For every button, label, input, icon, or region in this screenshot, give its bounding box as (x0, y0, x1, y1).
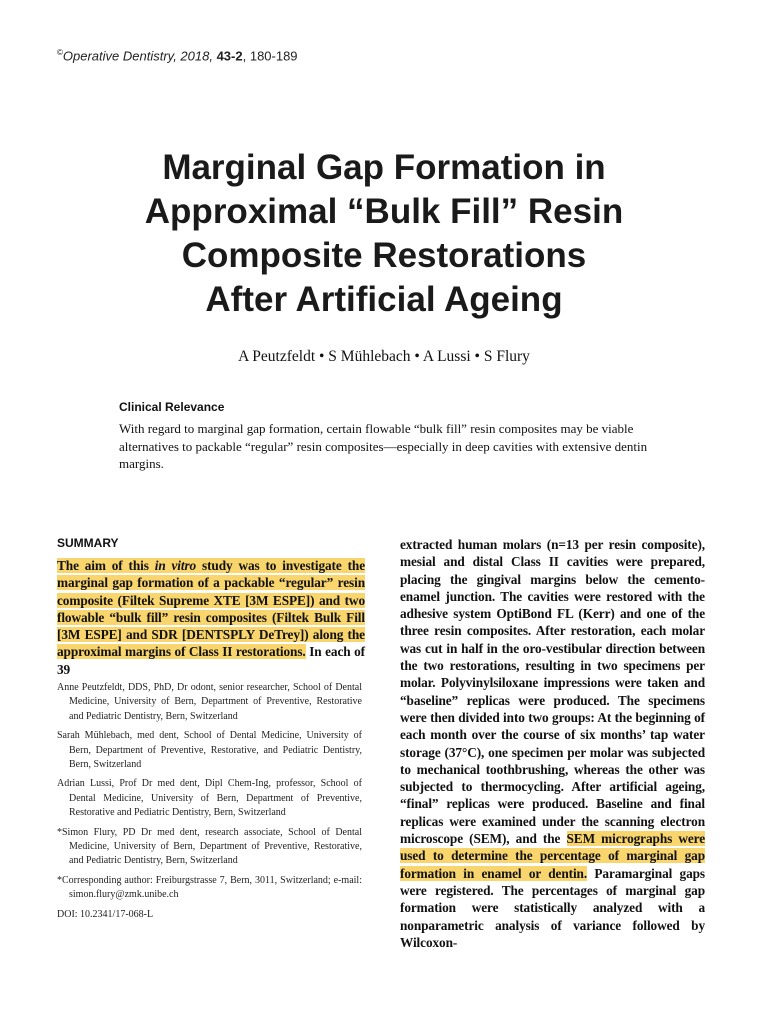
summary-text: extracted human molars (n=13 per resin composite), mesial and distal Class II cavities were prepared, placing the gingival margins below the cemento-enamel junction. The cavities were restored with the adhesive system OptiBond FL (Kerr) and one of the three resin composites. After restoration, each molar was cut in half in the oro-vestibular direction between the two restorations, resulting in two specimens per molar. Polyvinylsiloxane impressions were taken and “baseline” replicas were produced. The specimens were then divided into two groups: At the beginning of each month over the course of six months’ tap water storage (37°C), one specimen per molar was subjected to mechanical toothbrushing, whereas the other was subjected to thermocycling. After artificial ageing, “final” replicas were produced. Baseline and final replicas were examined under the scanning electron microscope (SEM), and the (400, 537, 705, 847)
title-line: Composite Restorations (181, 236, 587, 275)
summary-left-column (57, 557, 365, 678)
summary-heading: SUMMARY (57, 536, 119, 550)
summary-right-column (400, 536, 705, 951)
highlighted-text: SEM micrographs were used to determine the percentage of marginal gap formation in enamel or dentin. (400, 831, 705, 881)
title-line: Marginal Gap Formation in (162, 148, 606, 187)
author-affiliations (57, 681, 362, 922)
author-list: A Peutzfeldt • S Mühlebach • A Lussi • S Flury (238, 348, 530, 365)
affiliation: Adrian Lussi, Prof Dr med dent, Dipl Chem-Ing, professor, School of Dental Medicine, University of Bern, Department of Preventive, Restorative and Pediatric Dentistry, Bern, Switzerland (57, 778, 362, 819)
doi: DOI: 10.2341/17-068-L (57, 908, 154, 920)
clinical-relevance-heading: Clinical Relevance (119, 400, 225, 414)
volume-number: 43-2 (216, 48, 243, 64)
copyright-mark: © (57, 48, 63, 57)
affiliation: Anne Peutzfeldt, DDS, PhD, Dr odont, senior researcher, School of Dental Medicine, University of Bern, Department of Preventive, Restorative and Pediatric Dentistry, Bern, Switzerland (57, 682, 362, 722)
article-title (40, 146, 728, 322)
title-line: Approximal “Bulk Fill” Resin (144, 192, 624, 231)
summary-text: study was to investigate the marginal gap formation of a packable “regular” resin composite (Filtek Supreme XTE [3M ESPE]) and two flowable “bulk fill” resin composites (Filtek Bulk Fill [3M ESPE] and SDR [DENTSPLY DeTrey]) along the approximal margins of Class II restorations. (57, 558, 365, 660)
journal-citation (57, 48, 298, 63)
clinical-relevance-text: With regard to marginal gap formation, certain flowable “bulk fill” resin composites may be viable alternatives to packable “regular” resin composites—especially in deep cavities with extensive dentin margins. (119, 421, 648, 471)
summary-italic-text: in vitro (154, 558, 197, 573)
affiliation: *Simon Flury, PD Dr med dent, research associate, School of Dental Medicine, University of Bern, Department of Preventive, Restorative, and Pediatric Dentistry, Bern, Switzerland (57, 826, 362, 867)
summary-text: The aim of this (57, 558, 155, 573)
affiliation: Sarah Mühlebach, med dent, School of Dental Medicine, University of Bern, Department of Preventive, Restorative, and Pediatric Dentistry, Bern, Switzerland (57, 730, 362, 771)
summary-text: Paramarginal gaps were registered. The percentages of marginal gap formation were statistically analyzed with a nonparametric analysis of variance followed by Wilcoxon- (400, 865, 705, 950)
corresponding-author: *Corresponding author: Freiburgstrasse 7, Bern, 3011, Switzerland; e-mail: simon.flury@zmk.unibe.ch (57, 874, 362, 901)
summary-text: In each of 39 (57, 644, 365, 677)
page-range: , 180-189 (242, 48, 298, 64)
title-line: After Artificial Ageing (205, 280, 563, 319)
journal-name-year: Operative Dentistry, 2018, (62, 48, 217, 64)
